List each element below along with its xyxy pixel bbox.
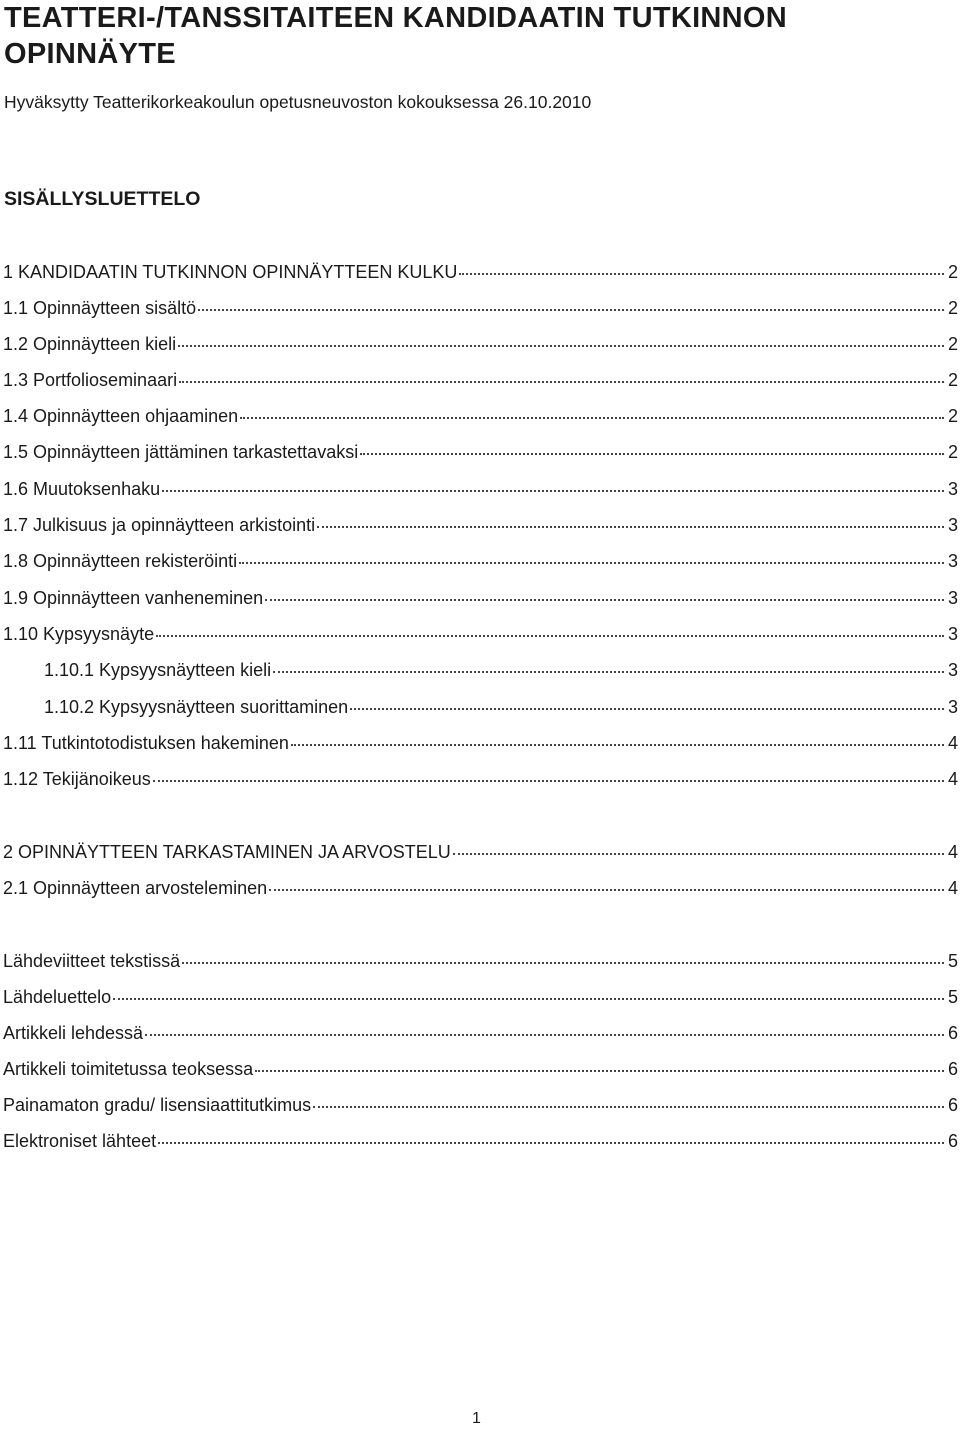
- toc-leader: [360, 452, 944, 455]
- document-title: TEATTERI-/TANSSITAITEEN KANDIDAATIN TUTKINNON OPINNÄYTE: [4, 2, 788, 70]
- toc-leader: [453, 852, 944, 855]
- toc-entry-1-1[interactable]: [3, 296, 958, 320]
- page-number: 1: [472, 1410, 481, 1427]
- toc-entry-label: 2.1 Opinnäytteen arvosteleminen: [3, 878, 268, 898]
- toc-leader: [273, 670, 944, 673]
- toc-entry-lahdeluettelo[interactable]: [3, 985, 958, 1009]
- toc-entry-label: Artikkeli lehdessä: [3, 1023, 144, 1043]
- toc-entry-page: 2: [947, 442, 958, 462]
- toc-entry-1[interactable]: [3, 260, 958, 284]
- toc-entry-label: 1.12 Tekijänoikeus: [3, 769, 151, 789]
- toc-entry-label: Lähdeluettelo: [3, 987, 112, 1007]
- toc-leader: [255, 1069, 944, 1072]
- toc-leader: [350, 707, 944, 710]
- toc-entry-artikkeli-lehdessa[interactable]: [3, 1021, 958, 1045]
- toc-entry-elektroniset[interactable]: [3, 1129, 958, 1153]
- toc-entry-label: 1.3 Portfolioseminaari: [3, 370, 178, 390]
- toc-entry-1-5[interactable]: [3, 440, 958, 464]
- toc-leader: [158, 1141, 944, 1144]
- toc-entry-label: 1.10.1 Kypsyysnäytteen kieli: [44, 660, 272, 680]
- toc-entry-painamaton-gradu[interactable]: [3, 1093, 958, 1117]
- toc-entry-1-10-1[interactable]: [44, 658, 958, 682]
- toc-leader: [459, 272, 944, 275]
- toc-leader: [113, 997, 944, 1000]
- toc-leader: [162, 489, 944, 492]
- toc-entry-1-11[interactable]: [3, 731, 958, 755]
- toc-entry-1-8[interactable]: [3, 549, 958, 573]
- toc-entry-1-12[interactable]: [3, 767, 958, 791]
- toc-entry-label: 1 KANDIDAATIN TUTKINNON OPINNÄYTTEEN KULKU: [3, 262, 458, 282]
- toc-entry-label: 1.11 Tutkintotodistuksen hakeminen: [3, 733, 289, 753]
- toc-entry-page: 4: [947, 842, 958, 862]
- toc-leader: [145, 1033, 944, 1036]
- toc-entry-label: 1.7 Julkisuus ja opinnäytteen arkistointi: [3, 515, 316, 535]
- toc-entry-label: Lähdeviitteet tekstissä: [3, 951, 181, 971]
- toc-entry-page: 6: [947, 1023, 958, 1043]
- toc-leader: [179, 380, 944, 383]
- toc-entry-page: 4: [947, 878, 958, 898]
- toc-entry-label: 1.8 Opinnäytteen rekisteröinti: [3, 551, 238, 571]
- toc-leader: [178, 344, 944, 347]
- toc-entry-1-10[interactable]: [3, 622, 958, 646]
- toc-entry-page: 3: [947, 588, 958, 608]
- toc-entry-page: 6: [947, 1131, 958, 1151]
- toc-leader: [182, 961, 944, 964]
- approval-note: Hyväksytty Teatterikorkeakoulun opetusneuvoston kokouksessa 26.10.2010: [4, 92, 592, 112]
- toc-entry-label: 2 OPINNÄYTTEEN TARKASTAMINEN JA ARVOSTELU: [3, 842, 451, 862]
- toc-entry-1-6[interactable]: [3, 477, 958, 501]
- toc-entry-1-9[interactable]: [3, 586, 958, 610]
- toc-entry-page: 3: [947, 660, 958, 680]
- toc-entry-page: 6: [947, 1059, 958, 1079]
- toc-entry-label: 1.6 Muutoksenhaku: [3, 479, 161, 499]
- toc-entry-1-10-2[interactable]: [44, 695, 958, 719]
- toc-entry-label: 1.10.2 Kypsyysnäytteen suorittaminen: [44, 697, 349, 717]
- toc-entry-page: 3: [947, 479, 958, 499]
- toc-entry-1-2[interactable]: [3, 332, 958, 356]
- toc-entry-label: 1.5 Opinnäytteen jättäminen tarkastettavaksi: [3, 442, 359, 462]
- toc-entry-label: Painamaton gradu/ lisensiaattitutkimus: [3, 1095, 312, 1115]
- toc-entry-1-7[interactable]: [3, 513, 958, 537]
- toc-entry-label: 1.9 Opinnäytteen vanheneminen: [3, 588, 264, 608]
- toc-leader: [240, 416, 944, 419]
- toc-entry-artikkeli-toimitetussa[interactable]: [3, 1057, 958, 1081]
- toc-entry-page: 2: [947, 262, 958, 282]
- toc-entry-page: 3: [947, 551, 958, 571]
- toc-leader: [265, 598, 944, 601]
- toc-entry-1-3[interactable]: [3, 368, 958, 392]
- toc-entry-page: 5: [947, 987, 958, 1007]
- toc-leader: [156, 634, 944, 637]
- toc-entry-page: 3: [947, 697, 958, 717]
- toc-entry-page: 6: [947, 1095, 958, 1115]
- toc-entry-label: Artikkeli toimitetussa teoksessa: [3, 1059, 254, 1079]
- toc-entry-page: 3: [947, 515, 958, 535]
- toc-entry-2-1[interactable]: [3, 876, 958, 900]
- toc-entry-label: 1.4 Opinnäytteen ohjaaminen: [3, 406, 239, 426]
- toc-leader: [291, 743, 944, 746]
- toc-entry-page: 3: [947, 624, 958, 644]
- toc-entry-page: 4: [947, 733, 958, 753]
- toc-entry-label: 1.2 Opinnäytteen kieli: [3, 334, 177, 354]
- toc-entry-page: 4: [947, 769, 958, 789]
- toc-entry-page: 2: [947, 298, 958, 318]
- toc-heading: SISÄLLYSLUETTELO: [4, 188, 201, 210]
- toc-entry-2[interactable]: [3, 840, 958, 864]
- toc-entry-page: 5: [947, 951, 958, 971]
- toc-entry-page: 2: [947, 334, 958, 354]
- toc-entry-label: 1.1 Opinnäytteen sisältö: [3, 298, 197, 318]
- toc-entry-1-4[interactable]: [3, 404, 958, 428]
- toc-entry-label: 1.10 Kypsyysnäyte: [3, 624, 155, 644]
- toc-entry-lahdeviitteet[interactable]: [3, 949, 958, 973]
- toc-leader: [153, 779, 944, 782]
- toc-entry-label: Elektroniset lähteet: [3, 1131, 157, 1151]
- toc-entry-page: 2: [947, 370, 958, 390]
- toc-entry-page: 2: [947, 406, 958, 426]
- toc-leader: [317, 525, 944, 528]
- toc-leader: [239, 561, 944, 564]
- toc-leader: [269, 888, 944, 891]
- toc-leader: [313, 1105, 944, 1108]
- toc-leader: [198, 308, 944, 311]
